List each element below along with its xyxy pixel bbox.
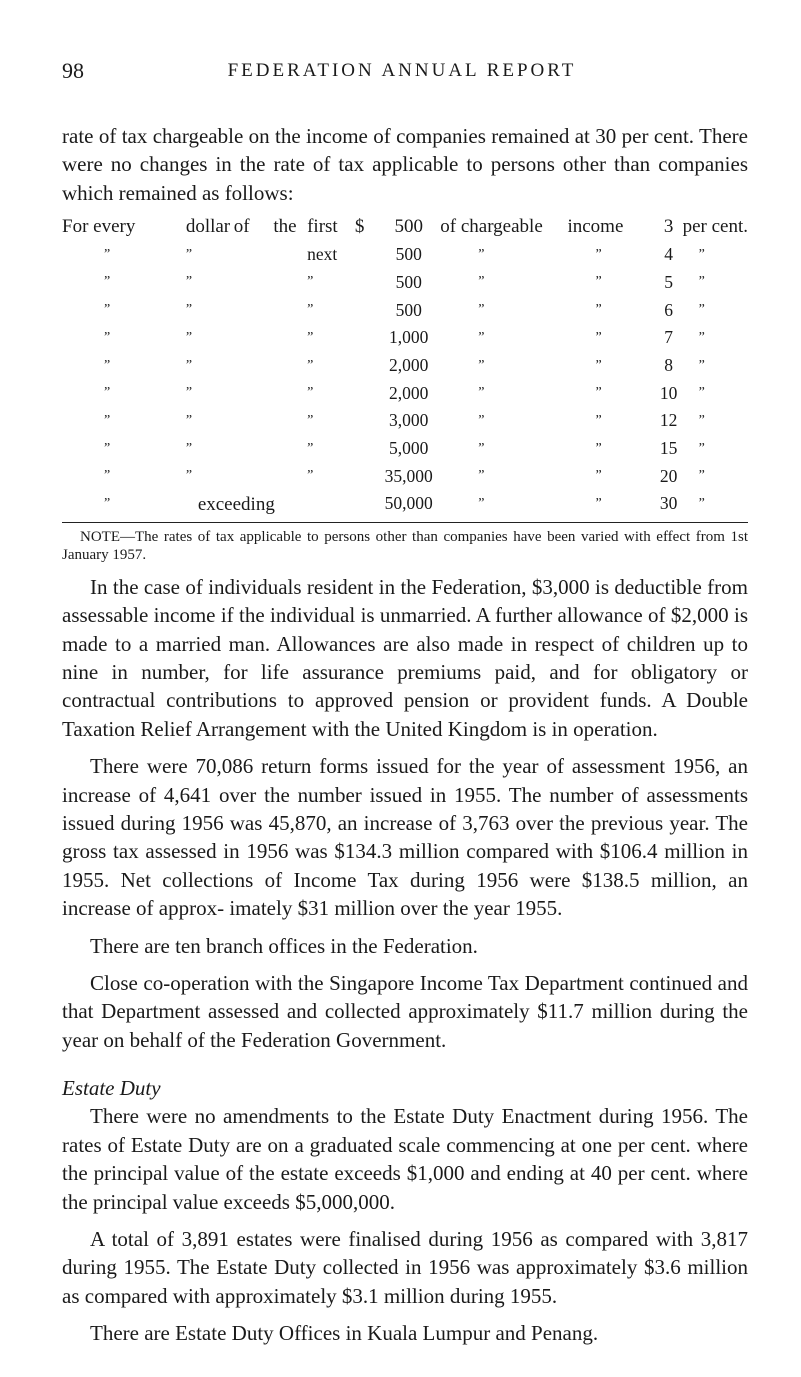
cell-empty [234,379,274,407]
cell-empty [355,269,377,297]
table-note: NOTE—The rates of tax applicable to persons other than companies have been varied with effect from 1st January 1957. [62,528,748,563]
cell-the: the [273,216,297,238]
cell-ditto: ” [698,246,705,262]
cell-amount: 3,000 [389,410,429,431]
paragraph-singapore: Close co-operation with the Singapore Income Tax Department continued and that Department assessed and collected approximately $11.7 million during the year on behalf of the Federation Government. [62,971,748,1052]
tax-table-row [62,324,748,352]
cell-empty [273,379,307,407]
cell-ditto: ” [478,412,485,428]
cell-rate: 5 [664,271,674,292]
cell-ditto: ” [185,385,193,401]
cell-ditto: ” [478,246,485,262]
cell-ditto: ” [595,412,602,428]
cell-empty [355,241,377,269]
cell-ditto: ” [185,357,193,373]
cell-rate: 3 [663,216,674,238]
cell-ditto: ” [698,302,705,318]
cell-amount: 35,000 [384,465,433,486]
cell-for-every: For every [62,216,136,238]
cell-amount: 2,000 [389,382,429,403]
cell-empty [355,435,377,463]
tax-table-row [62,296,748,324]
cell-empty [234,352,274,380]
cell-rate: 10 [659,382,678,403]
cell-ditto: ” [104,274,111,290]
cell-ditto: ” [478,495,485,511]
tax-table-row [62,379,748,407]
cell-rate: 8 [664,355,674,375]
cell-empty [234,324,274,352]
cell-empty [355,490,377,518]
tax-table-row [62,352,748,380]
cell-ditto: ” [307,329,314,345]
cell-ditto: ” [307,302,314,318]
paragraph-estate-rates: There were no amendments to the Estate Duty Enactment during 1956. The rates of Estate Duty are on a graduated scale commencing at one per cent. where the principal value of the estate exceeds $1,000 and ending at 40 per cent. where the principal value exceeds $5,000,000. [62,1104,748,1214]
cell-ditto: ” [698,357,705,373]
cell-amount: 500 [395,271,422,292]
cell-income: income [567,216,624,238]
tax-table-row [62,435,748,463]
cell-amount: 2,000 [389,355,429,375]
tax-table-row [62,269,748,297]
cell-ditto: ” [104,329,111,345]
cell-ditto: ” [185,468,193,484]
cell-ditto: ” [307,274,314,290]
cell-ditto: ” [185,412,193,428]
paragraph-estate-offices: There are Estate Duty Offices in Kuala Lumpur and Penang. [90,1321,599,1346]
cell-ditto: ” [478,468,485,484]
cell-ditto: ” [307,412,314,428]
cell-empty [355,407,377,435]
cell-ditto: ” [595,357,602,373]
cell-ditto: ” [478,357,485,373]
cell-ditto: ” [595,302,602,318]
cell-ditto: ” [698,468,705,484]
cell-empty [234,435,274,463]
cell-ditto: ” [185,246,193,262]
cell-ditto: ” [595,329,602,345]
cell-ditto: ” [595,246,602,262]
cell-rate: 7 [664,327,674,348]
cell-chargeable: chargeable [460,216,543,238]
cell-ditto: ” [698,385,705,401]
cell-of2: of [440,216,457,238]
cell-empty [273,462,307,490]
cell-ditto: ” [478,385,485,401]
cell-ditto: ” [698,412,705,428]
cell-empty [355,296,377,324]
cell-empty [234,296,274,324]
cell-ditto: ” [185,440,193,456]
cell-amount: 50,000 [384,493,433,514]
cell-empty [273,435,307,463]
cell-amount: 1,000 [389,327,429,348]
section-title-estate-duty: Estate Duty [62,1076,161,1101]
page-header [62,58,742,88]
tax-rate-table [62,213,748,518]
cell-empty [273,324,307,352]
cell-next: next [307,244,338,265]
paragraph-branch-offices: There are ten branch offices in the Federation. [90,933,478,958]
cell-empty [273,296,307,324]
cell-ditto: ” [698,495,705,511]
cell-ditto: ” [104,440,111,456]
cell-empty [234,407,274,435]
cell-ditto: ” [698,440,705,456]
cell-rate: 4 [664,244,674,265]
cell-ditto: ” [478,440,485,456]
cell-ditto: ” [307,385,314,401]
tax-table-header-row [62,213,748,241]
cell-empty [234,269,274,297]
cell-empty [355,462,377,490]
cell-ditto: ” [104,468,111,484]
exceeding-label: exceeding [197,494,275,516]
tax-table-row [62,462,748,490]
cell-amount: 500 [395,299,422,320]
cell-ditto: ” [595,385,602,401]
cell-ditto: ” [595,274,602,290]
paragraph-estate-totals: A total of 3,891 estates were finalised during 1956 as compared with 3,817 during 1955. The Estate Duty collected in 1956 was approximately $3.6 million as compared with approximately $3.1 million during 1955. [62,1226,748,1308]
page-body [62,122,748,1348]
cell-ditto: ” [698,274,705,290]
cell-empty [234,241,274,269]
cell-ditto: ” [104,385,111,401]
cell-ditto: ” [104,412,111,428]
cell-empty [273,407,307,435]
cell-ditto: ” [307,357,314,373]
cell-exceeding [186,490,275,518]
cell-empty [355,352,377,380]
paragraph-allowances: In the case of individuals resident in the Federation, $3,000 is deductible from assessable income if the individual is unmarried. A further allowance of $2,000 is made to a married man. Allowances are also made in respect of children up to nine in number, for life assurance premiums paid, and for obligatory or contractual contributions to approved pension or provident funds. A Double Taxation Relief Arrangement with the United Kingdom is in operation. [62,574,748,741]
table-rule [62,522,748,523]
cell-empty [355,324,377,352]
cell-ditto: ” [104,357,111,373]
page-number: 98 [62,58,84,83]
cell-rate: 15 [659,438,678,459]
cell-rate: 30 [659,493,678,514]
cell-ditto: ” [698,329,705,345]
cell-empty [273,490,307,518]
cell-empty [307,490,355,518]
cell-per-cent: per cent. [682,216,748,238]
tax-table-row [62,407,748,435]
intro-paragraph: rate of tax chargeable on the income of companies remained at 30 per cent. There were no changes in the rate of tax applicable to persons other than companies which remained as follows: [62,124,748,205]
cell-ditto: ” [185,329,193,345]
tax-table-rows [62,241,748,518]
cell-ditto: ” [185,302,193,318]
cell-ditto: ” [595,495,602,511]
cell-of-chargeable [440,213,567,241]
cell-ditto: ” [478,274,485,290]
cell-empty [273,352,307,380]
cell-dollar-sign: $ [354,216,365,238]
cell-ditto: ” [478,329,485,345]
cell-amount: 500 [395,244,422,265]
cell-ditto: ” [595,440,602,456]
cell-ditto: ” [185,274,193,290]
cell-ditto: ” [307,440,314,456]
cell-rate: 20 [659,465,678,486]
paragraph-assessments: There were 70,086 return forms issued for the year of assessment 1956, an increase of 4,641 over the number issued in 1955. The number of assessments issued during 1956 was 45,870, an increase of 3,763 over the previous year. The gross tax assessed in 1956 was $134.3 million compared with $106.4 million in 1955. Net collections of Income Tax during 1956 were $138.5 million, an increase of approx- imately $31 million over the year 1955. [62,754,748,921]
tax-table-row [62,241,748,269]
cell-dollar: dollar [185,216,231,238]
cell-rate: 12 [659,410,678,431]
cell-empty [273,241,307,269]
cell-empty [273,269,307,297]
cell-of: of [233,216,250,238]
cell-empty [234,462,274,490]
cell-ditto: ” [104,246,111,262]
cell-ditto: ” [478,302,485,318]
cell-ditto: ” [104,302,111,318]
cell-ditto: ” [595,468,602,484]
cell-rate: 6 [664,299,674,320]
running-title: FEDERATION ANNUAL REPORT [227,60,577,81]
cell-ditto: ” [307,468,314,484]
cell-first: first [307,216,338,238]
tax-table-row [62,490,748,518]
cell-amount: 5,000 [389,438,429,459]
cell-amount: 500 [394,216,423,238]
cell-empty [355,379,377,407]
cell-ditto: ” [104,495,111,511]
